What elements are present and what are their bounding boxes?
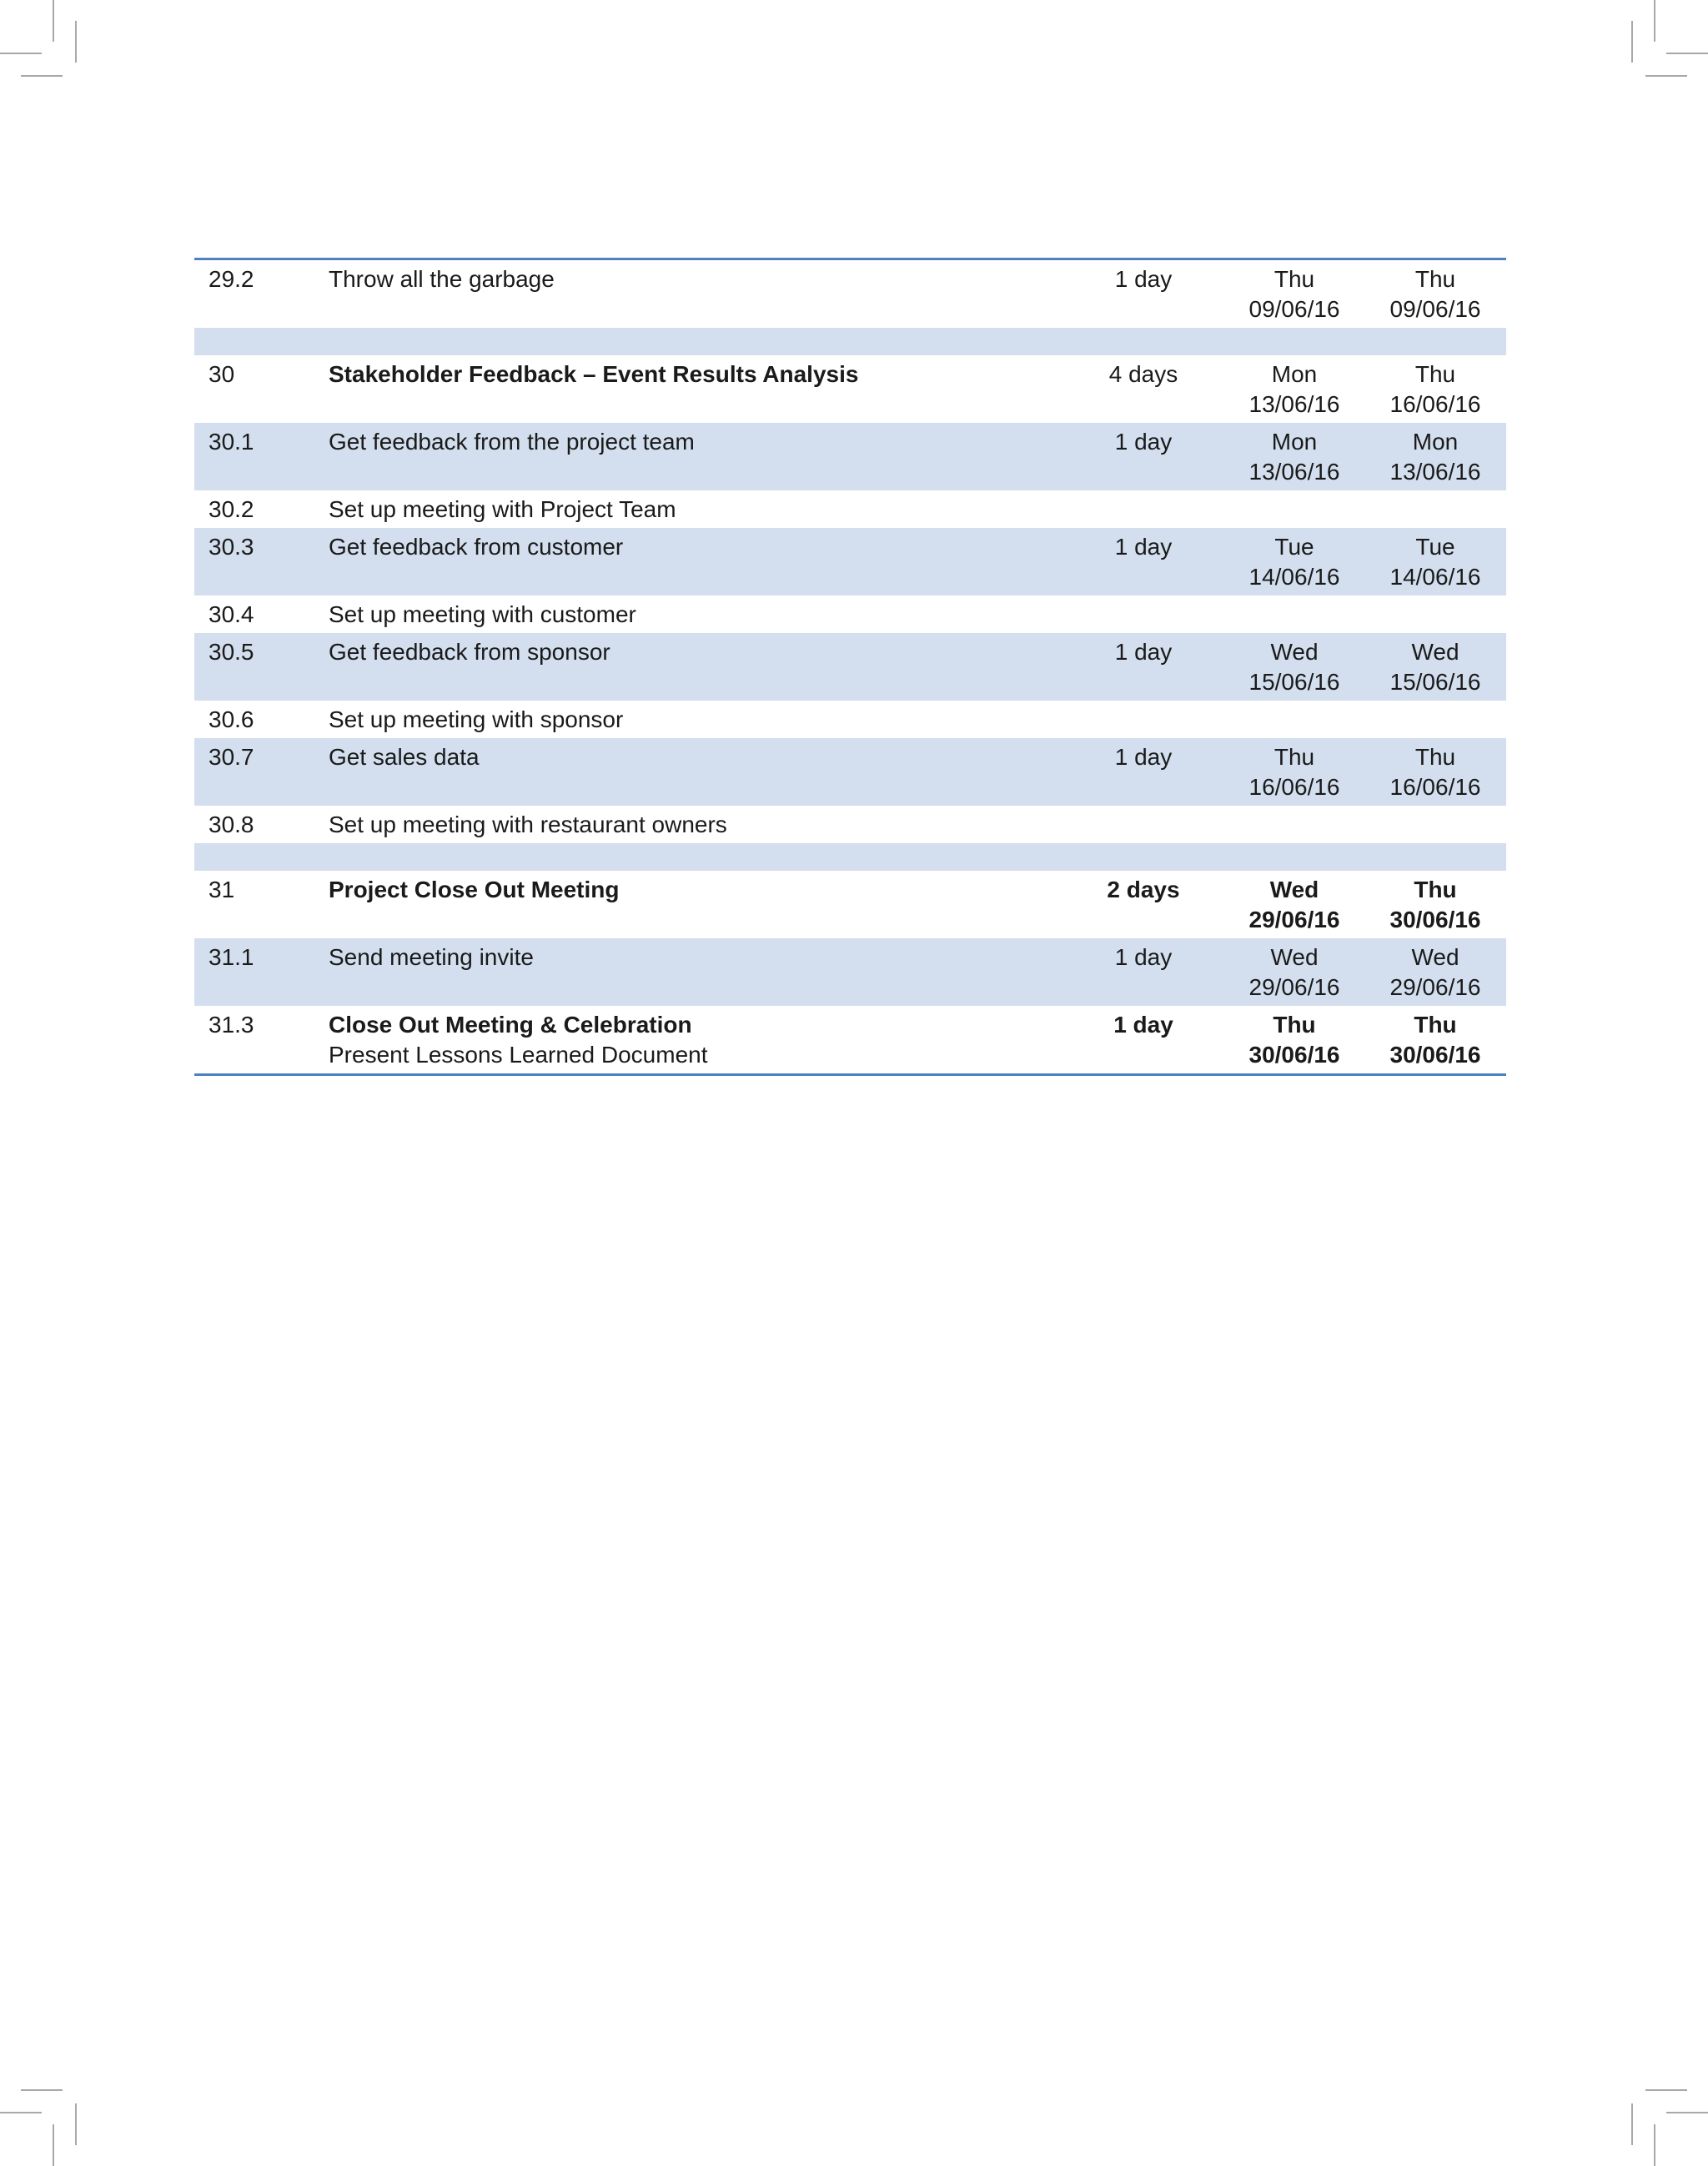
task-duration: 1 day	[1062, 633, 1224, 701]
finish-day: Thu	[1414, 361, 1456, 387]
task-id: 30.1	[194, 423, 329, 490]
finish-date: 16/06/16	[1389, 391, 1481, 417]
task-name: Get feedback from customer	[329, 528, 1062, 596]
start-date: 15/06/16	[1248, 669, 1340, 695]
task-finish	[1364, 1006, 1506, 1075]
task-duration: 1 day	[1062, 1006, 1224, 1075]
start-date: 09/06/16	[1248, 296, 1340, 322]
task-finish	[1364, 423, 1506, 490]
task-name: Send meeting invite	[329, 938, 1062, 1006]
task-name: Set up meeting with sponsor	[329, 701, 1062, 738]
task-duration: 1 day	[1062, 528, 1224, 596]
start-day: Thu	[1273, 1012, 1316, 1038]
task-id: 31.1	[194, 938, 329, 1006]
finish-date: 30/06/16	[1389, 907, 1481, 932]
task-name	[329, 1006, 1062, 1075]
table-row	[194, 806, 1506, 843]
crop-mark	[21, 75, 63, 77]
start-day: Thu	[1273, 266, 1315, 292]
start-date: 29/06/16	[1248, 974, 1340, 1000]
start-day: Wed	[1269, 877, 1319, 902]
finish-date: 14/06/16	[1389, 564, 1481, 590]
task-id: 30.7	[194, 738, 329, 806]
finish-date: 29/06/16	[1389, 974, 1481, 1000]
table-row	[194, 490, 1506, 528]
task-finish	[1364, 355, 1506, 423]
task-id: 31	[194, 871, 329, 938]
crop-mark	[1645, 2089, 1687, 2091]
finish-day: Thu	[1414, 266, 1456, 292]
crop-mark	[53, 0, 54, 42]
finish-day: Thu	[1414, 877, 1457, 902]
spacer-row	[194, 328, 1506, 355]
task-start	[1224, 528, 1364, 596]
start-day: Mon	[1271, 429, 1318, 455]
task-start	[1224, 259, 1364, 329]
task-finish	[1364, 738, 1506, 806]
start-day: Mon	[1271, 361, 1318, 387]
task-name: Set up meeting with customer	[329, 596, 1062, 633]
crop-mark	[1666, 2112, 1708, 2113]
crop-mark	[1645, 75, 1687, 77]
task-name: Get feedback from the project team	[329, 423, 1062, 490]
task-name: Get feedback from sponsor	[329, 633, 1062, 701]
start-date: 13/06/16	[1248, 391, 1340, 417]
table-row	[194, 528, 1506, 596]
start-day: Thu	[1273, 744, 1315, 770]
table-row	[194, 738, 1506, 806]
crop-mark	[1654, 0, 1655, 42]
task-duration: 1 day	[1062, 738, 1224, 806]
finish-date: 16/06/16	[1389, 774, 1481, 800]
task-finish	[1364, 938, 1506, 1006]
task-start	[1224, 355, 1364, 423]
table-row	[194, 871, 1506, 938]
finish-day: Mon	[1412, 429, 1459, 455]
task-name: Throw all the garbage	[329, 259, 1062, 329]
finish-date: 13/06/16	[1389, 459, 1481, 485]
task-name: Set up meeting with Project Team	[329, 490, 1062, 528]
task-finish	[1364, 633, 1506, 701]
crop-mark	[0, 53, 42, 54]
start-day: Tue	[1274, 534, 1314, 560]
task-start	[1224, 423, 1364, 490]
crop-mark	[1631, 2103, 1633, 2145]
task-start	[1224, 1006, 1364, 1075]
table-row	[194, 633, 1506, 701]
finish-day: Wed	[1411, 944, 1459, 970]
task-finish	[1364, 871, 1506, 938]
spacer-row	[194, 843, 1506, 871]
crop-mark	[1666, 53, 1708, 54]
finish-day: Thu	[1414, 1012, 1457, 1038]
crop-mark	[21, 2089, 63, 2091]
task-id: 30.5	[194, 633, 329, 701]
task-name: Get sales data	[329, 738, 1062, 806]
task-id: 31.3	[194, 1006, 329, 1075]
table-row	[194, 259, 1506, 329]
task-note: Present Lessons Learned Document	[329, 1042, 708, 1068]
start-date: 30/06/16	[1248, 1042, 1340, 1068]
crop-mark	[75, 21, 77, 63]
task-id: 30.8	[194, 806, 329, 843]
task-name: Project Close Out Meeting	[329, 871, 1062, 938]
task-finish	[1364, 259, 1506, 329]
table-row	[194, 938, 1506, 1006]
task-start	[1224, 938, 1364, 1006]
crop-mark	[0, 2112, 42, 2113]
start-date: 13/06/16	[1248, 459, 1340, 485]
task-start	[1224, 633, 1364, 701]
task-name-text: Stakeholder Feedback – Event Results Analysis	[329, 361, 859, 387]
task-start	[1224, 738, 1364, 806]
table-row	[194, 423, 1506, 490]
task-name-text: Close Out Meeting & Celebration	[329, 1012, 692, 1038]
table-row	[194, 701, 1506, 738]
table-row	[194, 1006, 1506, 1075]
finish-date: 09/06/16	[1389, 296, 1481, 322]
task-id: 30	[194, 355, 329, 423]
start-day: Wed	[1270, 639, 1319, 665]
crop-mark	[1631, 21, 1633, 63]
task-name: Set up meeting with restaurant owners	[329, 806, 1062, 843]
task-id: 29.2	[194, 259, 329, 329]
finish-day: Wed	[1411, 639, 1459, 665]
task-duration: 1 day	[1062, 259, 1224, 329]
task-id: 30.6	[194, 701, 329, 738]
task-duration: 4 days	[1062, 355, 1224, 423]
task-schedule-table	[194, 258, 1506, 1076]
start-date: 29/06/16	[1248, 907, 1340, 932]
crop-mark	[75, 2103, 77, 2145]
task-finish	[1364, 528, 1506, 596]
finish-date: 30/06/16	[1389, 1042, 1481, 1068]
table-row	[194, 596, 1506, 633]
start-date: 16/06/16	[1248, 774, 1340, 800]
start-day: Wed	[1270, 944, 1319, 970]
task-name	[329, 355, 1062, 423]
task-duration: 1 day	[1062, 938, 1224, 1006]
task-start	[1224, 871, 1364, 938]
finish-day: Tue	[1415, 534, 1455, 560]
finish-date: 15/06/16	[1389, 669, 1481, 695]
finish-day: Thu	[1414, 744, 1456, 770]
task-duration: 1 day	[1062, 423, 1224, 490]
start-date: 14/06/16	[1248, 564, 1340, 590]
task-id: 30.3	[194, 528, 329, 596]
task-id: 30.4	[194, 596, 329, 633]
task-duration: 2 days	[1062, 871, 1224, 938]
task-id: 30.2	[194, 490, 329, 528]
crop-mark	[53, 2124, 54, 2166]
table-row	[194, 355, 1506, 423]
crop-mark	[1654, 2124, 1655, 2166]
